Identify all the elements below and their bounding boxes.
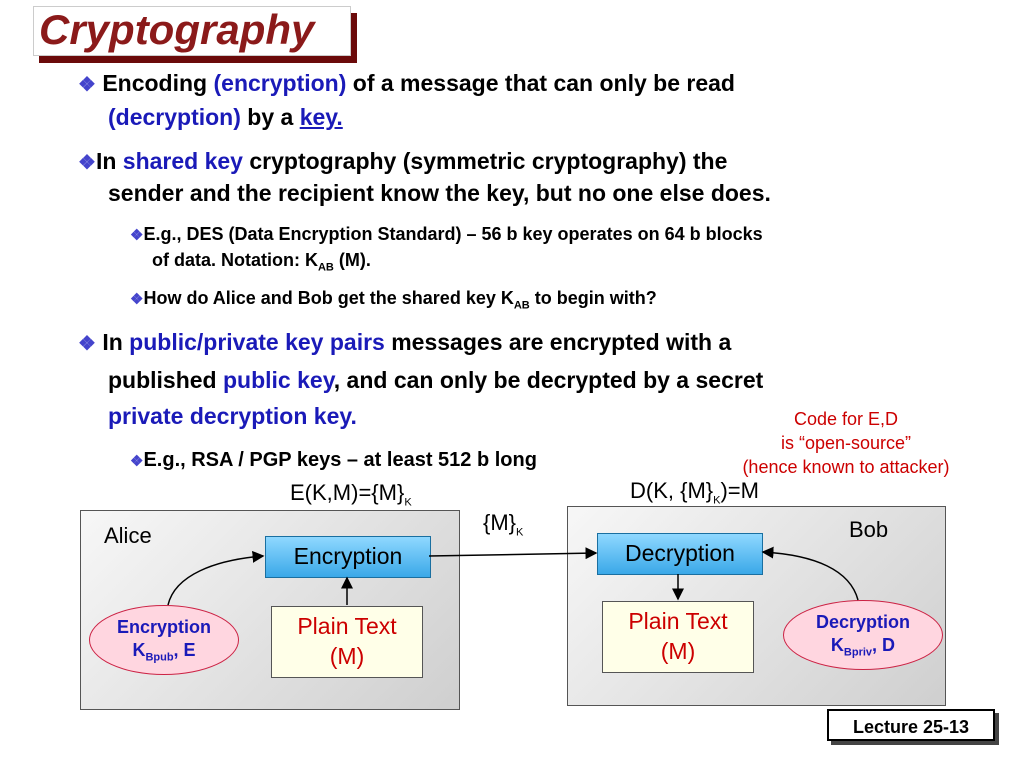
- bullet-text: to begin with?: [529, 288, 657, 308]
- formula-text: E(K,M)={M}: [290, 480, 405, 505]
- diamond-bullet-icon: ❖: [78, 152, 96, 174]
- page-title: Cryptography: [39, 6, 315, 53]
- bullet-text: How do Alice and Bob get the shared key K: [143, 288, 514, 308]
- ciphertext-arrow: [429, 553, 596, 556]
- diamond-bullet-icon: ❖: [78, 333, 96, 355]
- highlight-text: (encryption): [213, 70, 347, 96]
- key-label: Decryption: [815, 612, 911, 632]
- highlight-text: shared key: [122, 148, 243, 174]
- bullet-text: cryptography (symmetric cryptography) the: [242, 148, 728, 174]
- encryption-key-arrow: [168, 556, 263, 605]
- key-label: Encryption: [116, 617, 211, 637]
- key-label: , E: [173, 640, 196, 660]
- plain-text-label: Plain Text: [628, 608, 728, 634]
- key-symbol: K: [830, 635, 844, 655]
- note-line: is “open-source”: [780, 433, 912, 453]
- encryption-box: Encryption: [265, 536, 431, 578]
- bullet-text: (M).: [333, 250, 371, 270]
- diamond-bullet-icon: ❖: [130, 453, 144, 470]
- subscript: AB: [317, 261, 334, 274]
- formula-text: {M}: [483, 510, 517, 535]
- plain-text-label: (M): [329, 643, 365, 669]
- key-link[interactable]: key.: [299, 104, 343, 130]
- diamond-bullet-icon: ❖: [78, 74, 96, 96]
- bob-label: Bob: [849, 517, 889, 542]
- bullet-text: , and can only be decrypted by a secret: [333, 367, 764, 393]
- bullet-text: of data. Notation: K: [152, 250, 318, 270]
- bullet-text: of a message that can only be read: [346, 70, 735, 96]
- note-line: Code for E,D: [793, 409, 899, 429]
- subscript: K: [404, 496, 412, 509]
- subscript: K: [713, 494, 721, 507]
- highlight-text: public key: [223, 367, 334, 393]
- subscript: AB: [513, 299, 530, 312]
- subscript: Bpriv: [843, 646, 873, 659]
- highlight-text: (decryption): [108, 104, 241, 130]
- decryption-key-arrow: [763, 552, 858, 600]
- bullet-text: Encoding: [102, 70, 214, 96]
- note-line: (hence known to attacker): [742, 457, 950, 477]
- bullet-text: In: [102, 329, 130, 355]
- key-symbol: K: [132, 640, 146, 660]
- key-label: , D: [872, 635, 896, 655]
- alice-label: Alice: [104, 523, 152, 548]
- subscript: Bpub: [145, 651, 174, 664]
- bullet-text: In: [95, 148, 123, 174]
- bullet-text: messages are encrypted with a: [384, 329, 732, 355]
- plain-text-label: (M): [660, 638, 696, 664]
- lecture-footer: Lecture 25-13: [827, 709, 995, 741]
- formula-text: D(K, {M}: [630, 478, 714, 503]
- bullet-text: published: [108, 367, 223, 393]
- bullet-text: E.g., DES (Data Encryption Standard) – 56 b key operates on 64 b blocks: [143, 224, 763, 244]
- highlight-text: public/private key pairs: [129, 329, 385, 355]
- formula-text: )=M: [720, 478, 759, 503]
- bullet-text: by a: [240, 104, 300, 130]
- diamond-bullet-icon: ❖: [130, 291, 144, 308]
- plain-text-label: Plain Text: [297, 613, 397, 639]
- diamond-bullet-icon: ❖: [130, 227, 144, 244]
- highlight-text: private decryption key.: [108, 403, 357, 429]
- subscript: K: [516, 526, 524, 539]
- bullet-text: E.g., RSA / PGP keys – at least 512 b long: [143, 449, 537, 471]
- bullet-2-line-2: sender and the recipient know the key, but no one else does.: [108, 180, 771, 206]
- decryption-box: Decryption: [597, 533, 763, 575]
